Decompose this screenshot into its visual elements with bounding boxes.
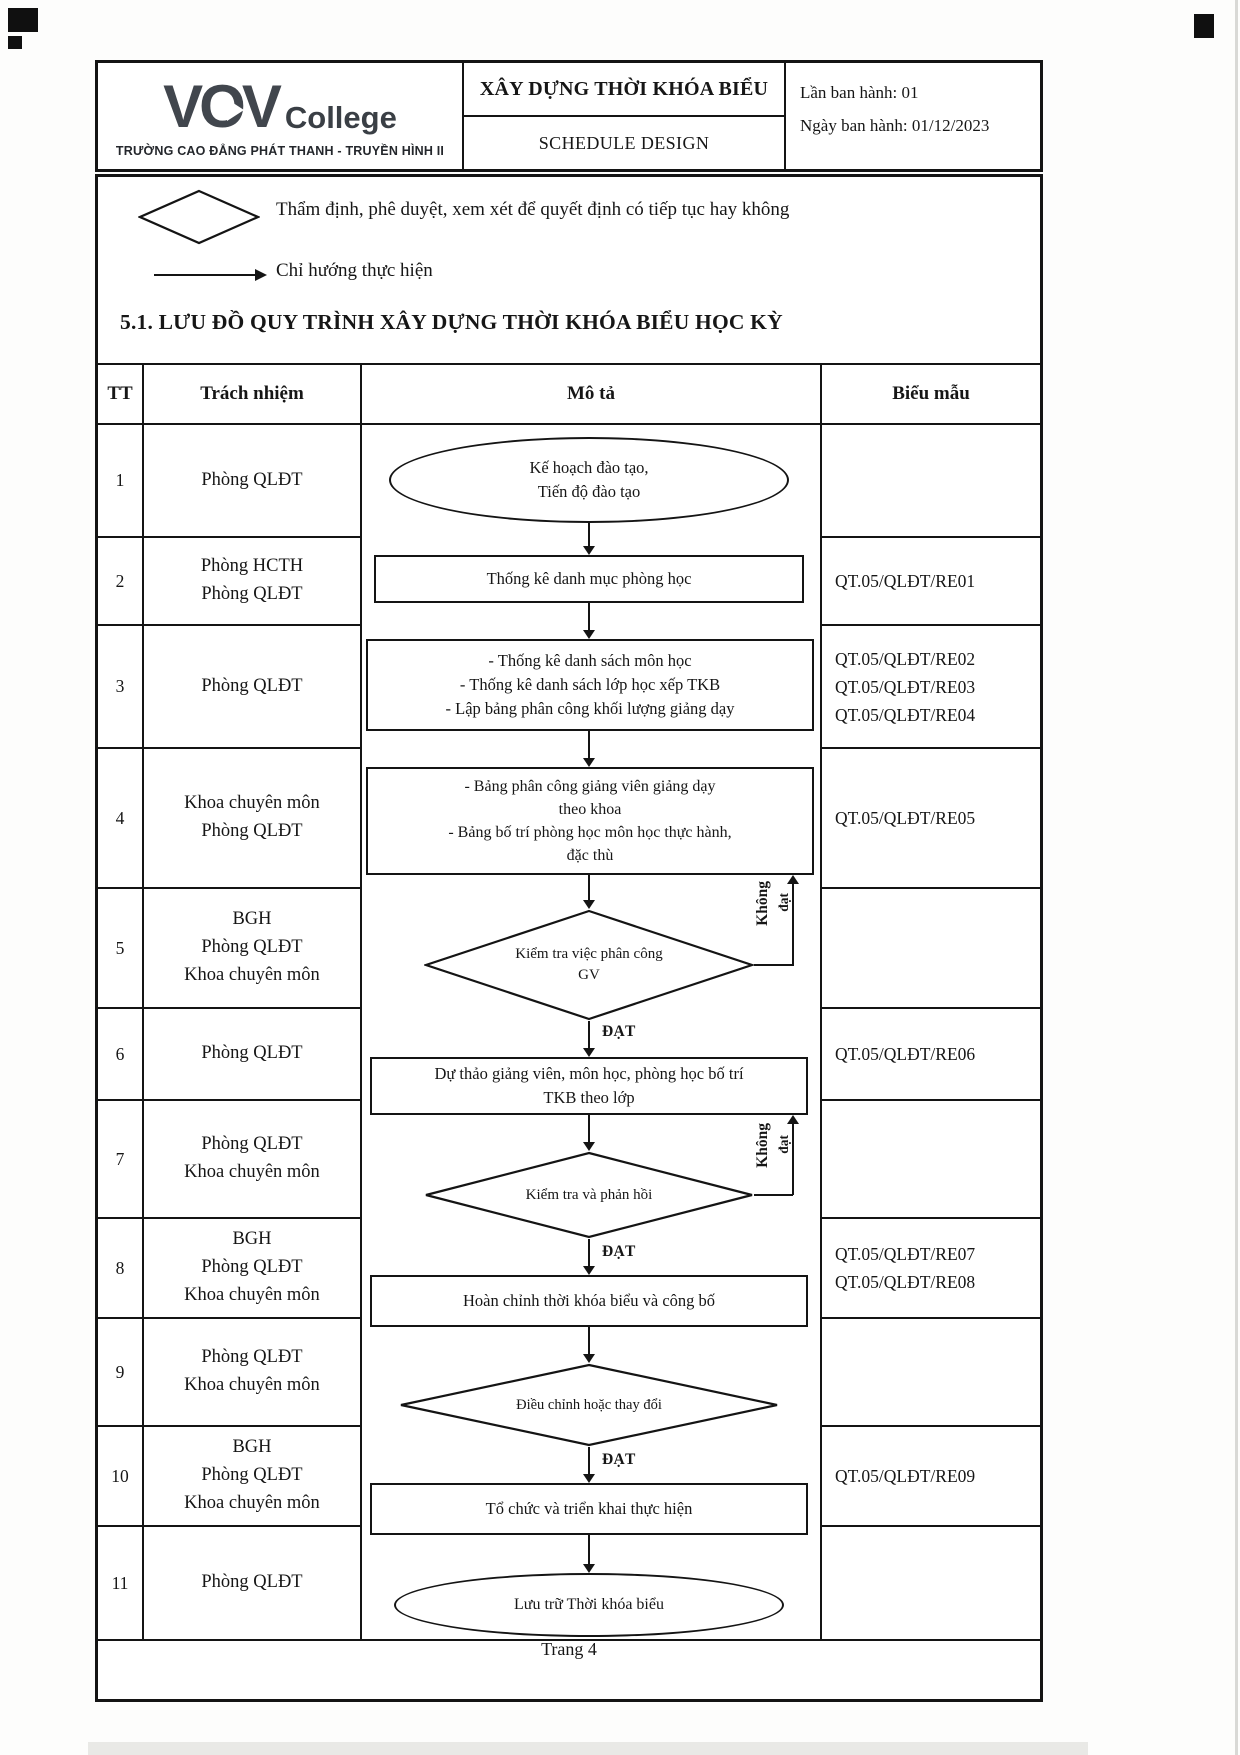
- responsibility-10: BGH Phòng QLĐT Khoa chuyên môn: [144, 1427, 360, 1527]
- title-cell: [464, 63, 786, 169]
- responsibility-6: Phòng QLĐT: [144, 1009, 360, 1101]
- section-title: 5.1. LƯU ĐỒ QUY TRÌNH XÂY DỰNG THỜI KHÓA BIỂU HỌC KỲ: [120, 310, 783, 334]
- logo-cell: [98, 63, 464, 169]
- scan-artifact: [88, 1742, 1088, 1755]
- column-description: [362, 365, 822, 1639]
- arrow-down-icon: [588, 875, 590, 901]
- arrow-down-icon: [588, 1327, 590, 1355]
- tt-9: 9: [98, 1319, 142, 1427]
- header-responsibility: Trách nhiệm: [144, 365, 360, 425]
- feedback-line: [754, 1194, 793, 1196]
- tt-2: 2: [98, 538, 142, 626]
- form-3: QT.05/QLĐT/RE02 QT.05/QLĐT/RE03 QT.05/QLĐT/RE04: [822, 626, 1040, 749]
- page-number: Trang 4: [541, 1639, 597, 1659]
- issue-info-cell: [786, 63, 1040, 169]
- play-icon: [227, 99, 244, 121]
- arrow-down-icon: [588, 1535, 590, 1565]
- fail-label: Không: [754, 1123, 771, 1168]
- tt-4: 4: [98, 749, 142, 889]
- responsibility-11: Phòng QLĐT: [201, 1572, 303, 1593]
- pass-label: ĐẠT: [602, 1243, 636, 1260]
- column-tt: [98, 365, 144, 1639]
- header-form: Biểu mẫu: [822, 365, 1040, 425]
- arrow-down-icon: [588, 603, 590, 631]
- flow-node-8: Hoàn chỉnh thời khóa biểu và công bố: [370, 1275, 808, 1327]
- flow-node-2: Thống kê danh mục phòng học: [374, 555, 804, 603]
- scan-artifact: [8, 8, 38, 32]
- feedback-line: [754, 964, 793, 966]
- arrow-down-icon: [588, 1239, 590, 1267]
- fail-label: đạt: [776, 893, 791, 912]
- responsibility-8: BGH Phòng QLĐT Khoa chuyên môn: [144, 1219, 360, 1319]
- tt-6: 6: [98, 1009, 142, 1101]
- form-4: QT.05/QLĐT/RE05: [822, 749, 1040, 889]
- flow-node-end: Lưu trữ Thời khóa biểu: [394, 1573, 784, 1637]
- form-1: [822, 425, 1040, 538]
- tt-1: 1: [98, 425, 142, 538]
- arrow-down-icon: [588, 523, 590, 547]
- scan-edge: [1235, 0, 1238, 1755]
- form-6: QT.05/QLĐT/RE06: [822, 1009, 1040, 1101]
- form-11: [822, 1527, 1040, 1639]
- header-description: Mô tả: [362, 365, 820, 425]
- responsibility-4: Khoa chuyên môn Phòng QLĐT: [144, 749, 360, 889]
- responsibility-2: Phòng HCTH Phòng QLĐT: [144, 538, 360, 626]
- arrow-down-icon: [588, 731, 590, 759]
- arrow-up-icon: [792, 1123, 794, 1195]
- column-responsibility: [144, 365, 362, 1639]
- arrow-up-icon: [792, 883, 794, 966]
- form-9: [822, 1319, 1040, 1427]
- tt-5: 5: [98, 889, 142, 1009]
- form-5: [822, 889, 1040, 1009]
- arrow-down-icon: [588, 1021, 590, 1049]
- arrow-down-icon: [588, 1447, 590, 1475]
- flow-node-3: - Thống kê danh sách môn học - Thống kê danh sách lớp học xếp TKB - Lập bảng phân công khối lượng giảng dạy: [366, 639, 814, 731]
- fail-label: đạt: [776, 1135, 791, 1154]
- scan-artifact: [8, 36, 22, 49]
- responsibility-5: BGH Phòng QLĐT Khoa chuyên môn: [144, 889, 360, 1009]
- flow-node-4: - Bảng phân công giảng viên giảng dạy theo khoa - Bảng bố trí phòng học môn học thực hành, đặc thù: [366, 767, 814, 875]
- header-tt: TT: [98, 365, 142, 425]
- form-7: [822, 1101, 1040, 1219]
- legend-diamond-icon: [138, 189, 260, 245]
- tt-8: 8: [98, 1219, 142, 1319]
- flow-decision-9: Điều chỉnh hoặc thay đổi: [399, 1363, 779, 1447]
- issue-number: Lần ban hành: 01: [800, 83, 919, 102]
- responsibility-3: Phòng QLĐT: [144, 626, 360, 749]
- tt-11: 11: [111, 1572, 129, 1593]
- flow-node-10: Tổ chức và triển khai thực hiện: [370, 1483, 808, 1535]
- doc-title-vi: XÂY DỰNG THỜI KHÓA BIỂU: [464, 63, 784, 117]
- responsibility-1: Phòng QLĐT: [144, 425, 360, 538]
- doc-title-en: SCHEDULE DESIGN: [538, 132, 710, 153]
- logo-text: VOV: [163, 72, 278, 140]
- responsibility-7: Phòng QLĐT Khoa chuyên môn: [144, 1101, 360, 1219]
- flow-decision-7: Kiểm tra và phản hồi: [424, 1151, 754, 1239]
- tt-7: 7: [98, 1101, 142, 1219]
- column-form: [822, 365, 1040, 1639]
- pass-label: ĐẠT: [602, 1023, 636, 1040]
- process-table: [98, 363, 1040, 1641]
- flow-decision-5: Kiểm tra việc phân công GV: [424, 909, 754, 1021]
- tt-10: 10: [98, 1427, 142, 1527]
- school-name: TRƯỜNG CAO ĐẲNG PHÁT THANH - TRUYỀN HÌNH II: [115, 143, 445, 158]
- legend-arrow-description: Chỉ hướng thực hiện: [276, 260, 433, 281]
- form-10: QT.05/QLĐT/RE09: [822, 1427, 1040, 1527]
- logo-suffix: College: [284, 99, 397, 135]
- form-8: QT.05/QLĐT/RE07 QT.05/QLĐT/RE08: [822, 1219, 1040, 1319]
- tt-3: 3: [98, 626, 142, 749]
- main-content-box: [95, 174, 1043, 1702]
- flow-node-6: Dự thảo giảng viên, môn học, phòng học bố trí TKB theo lớp: [370, 1057, 808, 1115]
- legend-arrow-icon: [154, 274, 256, 276]
- vov-college-logo: [163, 72, 397, 140]
- legend-diamond-description: Thẩm định, phê duyệt, xem xét để quyết định có tiếp tục hay không: [276, 199, 790, 220]
- flow-node-start: Kế hoạch đào tạo, Tiến độ đào tạo: [389, 437, 789, 523]
- fail-label: Không: [754, 881, 771, 926]
- arrow-down-icon: [588, 1115, 590, 1143]
- flowchart: [362, 425, 820, 1639]
- responsibility-9: Phòng QLĐT Khoa chuyên môn: [144, 1319, 360, 1427]
- issue-date: Ngày ban hành: 01/12/2023: [800, 116, 990, 136]
- document-header: [95, 60, 1043, 172]
- scan-artifact: [1194, 14, 1214, 38]
- form-2: QT.05/QLĐT/RE01: [822, 538, 1040, 626]
- pass-label: ĐẠT: [602, 1451, 636, 1468]
